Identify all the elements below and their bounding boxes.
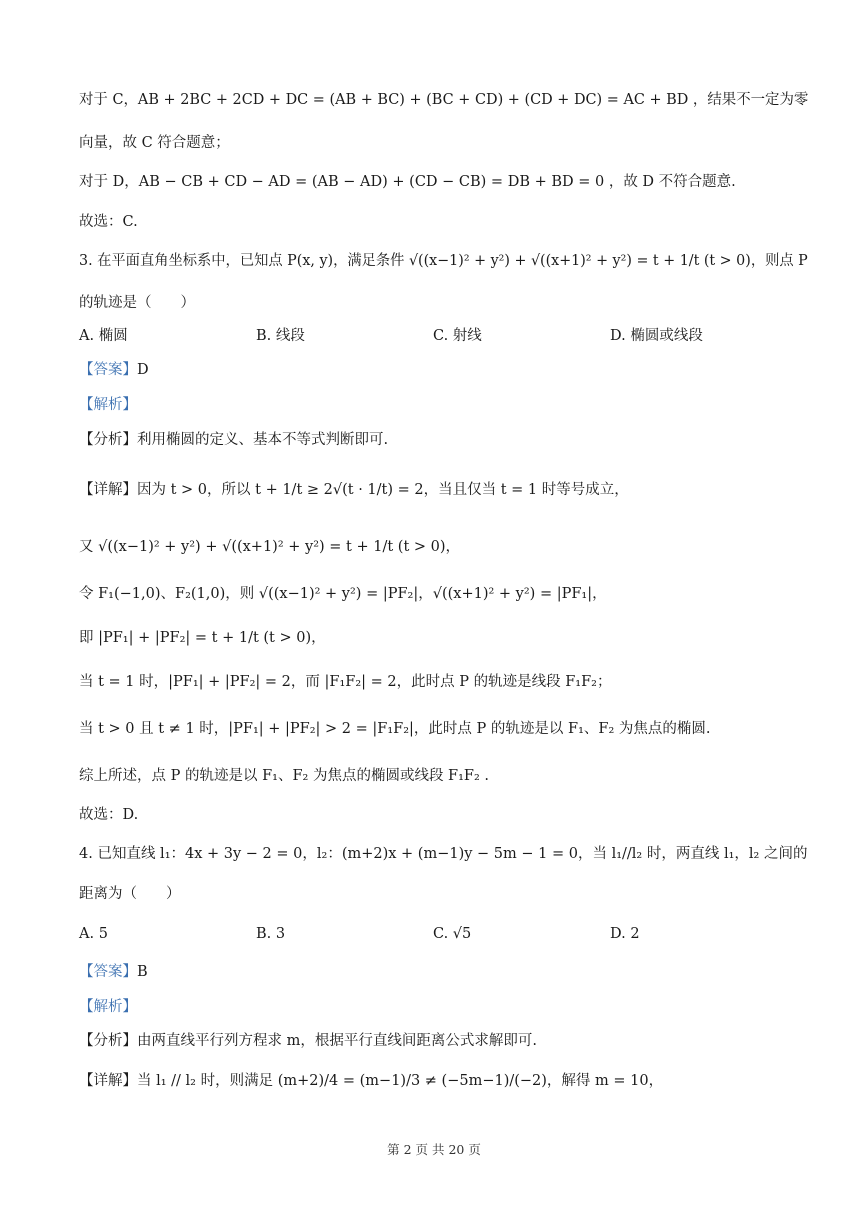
q4-option-a: A. 5	[79, 926, 108, 942]
text-line: 即 |PF₁| + |PF₂| = t + 1/t (t > 0)，	[79, 630, 326, 646]
text-line: 综上所述，点 P 的轨迹是以 F₁、F₂ 为焦点的椭圆或线段 F₁F₂ .	[79, 768, 490, 784]
q4-option-d: D. 2	[610, 926, 640, 942]
text-line: 故选：C.	[79, 214, 138, 230]
question-3-stem: 3. 在平面直角坐标系中，已知点 P(x, y)，满足条件 √((x−1)² + y²) + √((x+1)² + y²) = t + 1/t (t > 0)，则点 P	[79, 253, 808, 269]
q3-option-c: C. 射线	[433, 328, 482, 344]
q4-option-b: B. 3	[256, 926, 286, 942]
answer-value: D	[137, 362, 149, 378]
q4-option-c: C. √5	[433, 926, 472, 942]
text-line: 【分析】由两直线平行列方程求 m，根据平行直线间距离公式求解即可.	[79, 1033, 537, 1049]
page-footer: 第 2 页 共 20 页	[387, 1142, 481, 1157]
text-line: 【详解】因为 t > 0，所以 t + 1/t ≥ 2√(t · 1/t) = 2，当且仅当 t = 1 时等号成立，	[79, 482, 629, 498]
answer-line	[79, 360, 808, 380]
analysis-tag: 【解析】	[79, 397, 137, 413]
answer-value: B	[137, 964, 148, 980]
text-line: 【详解】当 l₁ // l₂ 时，则满足 (m+2)/4 = (m−1)/3 ≠ (−5m−1)/(−2)，解得 m = 10，	[79, 1073, 664, 1089]
text-line: 对于 D，AB − CB + CD − AD = (AB − AD) + (CD − CB) = DB + BD = 0 ，故 D 不符合题意.	[79, 174, 736, 190]
text-line: 令 F₁(−1,0)、F₂(1,0)，则 √((x−1)² + y²) = |PF₂|，√((x+1)² + y²) = |PF₁|，	[79, 586, 607, 602]
text-line: 故选：D.	[79, 807, 139, 823]
text-line: 距离为（ ）	[79, 886, 181, 902]
text-line: 又 √((x−1)² + y²) + √((x+1)² + y²) = t + 1/t (t > 0)，	[79, 539, 461, 555]
answer-line	[79, 962, 808, 982]
text-line: 当 t > 0 且 t ≠ 1 时，|PF₁| + |PF₂| > 2 = |F₁F₂|，此时点 P 的轨迹是以 F₁、F₂ 为焦点的椭圆.	[79, 721, 711, 737]
question-4-stem: 4. 已知直线 l₁：4x + 3y − 2 = 0，l₂：(m+2)x + (m−1)y − 5m − 1 = 0，当 l₁//l₂ 时，两直线 l₁，l₂ 之间的	[79, 846, 808, 862]
q3-option-d: D. 椭圆或线段	[610, 328, 703, 344]
q3-option-b: B. 线段	[256, 328, 305, 344]
q3-option-a: A. 椭圆	[79, 328, 128, 344]
text-line: 向量，故 C 符合题意；	[79, 135, 230, 151]
text-line: 【分析】利用椭圆的定义、基本不等式判断即可.	[79, 432, 389, 448]
answer-tag: 【答案】	[79, 362, 137, 378]
analysis-tag: 【解析】	[79, 999, 137, 1015]
answer-tag: 【答案】	[79, 964, 137, 980]
text-line: 的轨迹是（ ）	[79, 295, 195, 311]
text-line: 对于 C，AB + 2BC + 2CD + DC = (AB + BC) + (BC + CD) + (CD + DC) = AC + BD ，结果不一定为零	[79, 92, 809, 108]
text-line: 当 t = 1 时，|PF₁| + |PF₂| = 2，而 |F₁F₂| = 2，此时点 P 的轨迹是线段 F₁F₂；	[79, 674, 612, 690]
